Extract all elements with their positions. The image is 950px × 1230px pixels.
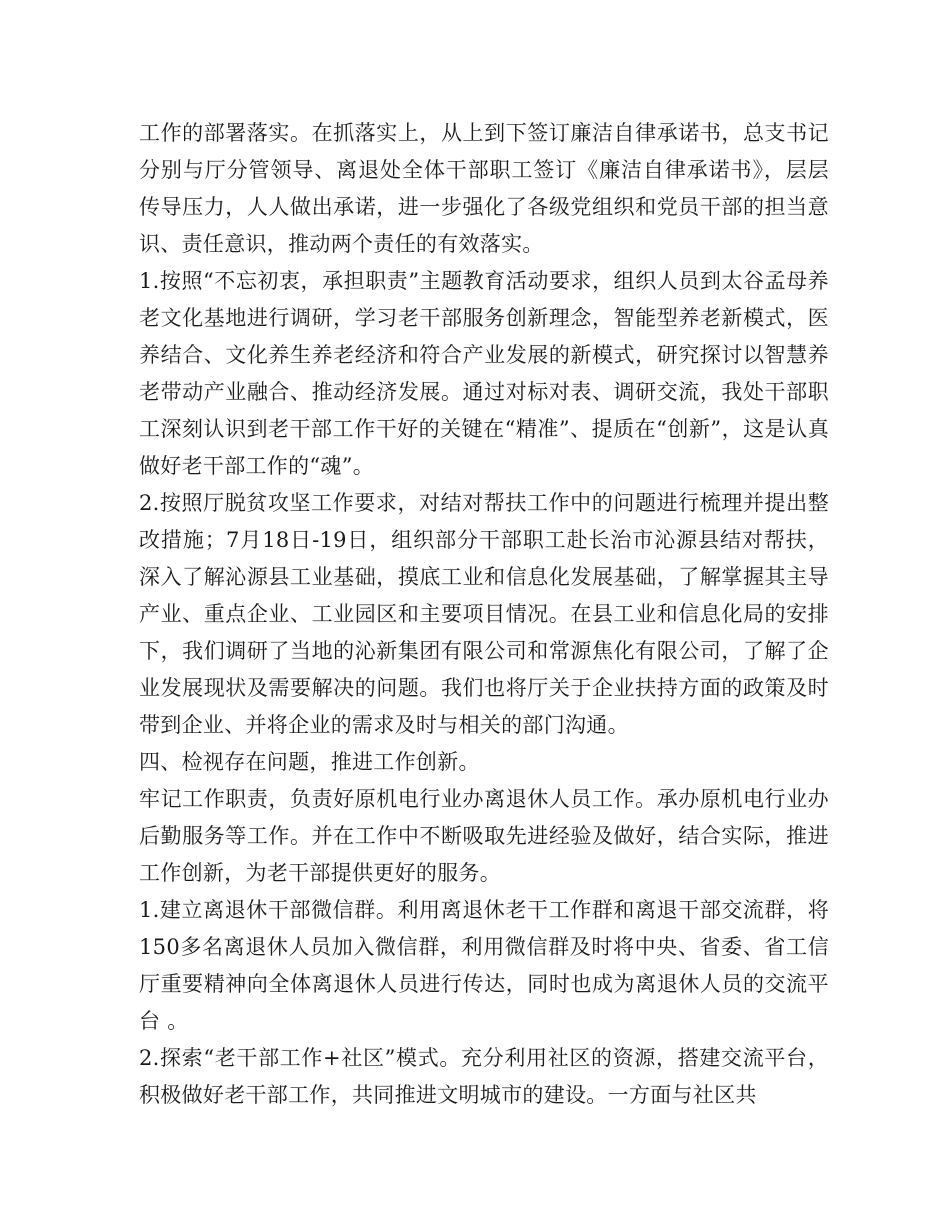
paragraph-work-duties: 牢记工作职责，负责好原机电行业办离退休人员工作。承办原机电行业办后勤服务等工作。并在工作中不断吸取先进经验及做好，结合实际，推进工作创新，为老干部提供更好的服务。 bbox=[139, 787, 829, 885]
section-heading-four: 四、检视存在问题，推进工作创新。 bbox=[139, 750, 480, 774]
paragraph-responsibility-implementation: 工作的部署落实。在抓落实上，从上到下签订廉洁自律承诺书，总支书记分别与厅分管领导、离退处全体干部职工签订《廉洁自律承诺书》，层层传导压力，人人做出承诺，进一步强化了各级党组织和党员干部的担当意识、责任意识，推动两个责任的有效落实。 bbox=[139, 121, 829, 256]
paragraph-wechat-group: 1.建立离退休干部微信群。利用离退休老干工作群和离退干部交流群，将150多名离退休人员加入微信群，利用微信群及时将中央、省委、省工信厅重要精神向全体离退休人员进行传达，同时也成为离退休人员的交流平台 。 bbox=[139, 898, 829, 1033]
paragraph-poverty-alleviation: 2.按照厅脱贫攻坚工作要求，对结对帮扶工作中的问题进行梳理并提出整改措施；7月18日-19日，组织部分干部职工赴长治市沁源县结对帮扶，深入了解沁源县工业基础，摸底工业和信息化发展基础，了解掌握其主导产业、重点企业、工业园区和主要项目情况。在县工业和信息化局的安排下，我们调研了当地的沁新集团有限公司和常源焦化有限公司，了解了企业发展现状及需要解决的问题。我们也将厅关于企业扶持方面的政策及时带到企业、并将企业的需求及时与相关的部门沟通。 bbox=[139, 491, 829, 737]
document-body bbox=[139, 115, 829, 1114]
paragraph-community-model: 2.探索“老干部工作+社区”模式。充分利用社区的资源，搭建交流平台，积极做好老干部工作，共同推进文明城市的建设。一方面与社区共 bbox=[139, 1046, 829, 1107]
paragraph-theme-education-research: 1.按照“不忘初衷，承担职责”主题教育活动要求，组织人员到太谷孟母养老文化基地进行调研，学习老干部服务创新理念，智能型养老新模式，医养结合、文化养生养老经济和符合产业发展的新模式，研究探讨以智慧养老带动产业融合、推动经济发展。通过对标对表、调研交流，我处干部职工深刻认识到老干部工作干好的关键在“精准”、提质在“创新”，这是认真做好老干部工作的“魂”。 bbox=[139, 269, 829, 478]
